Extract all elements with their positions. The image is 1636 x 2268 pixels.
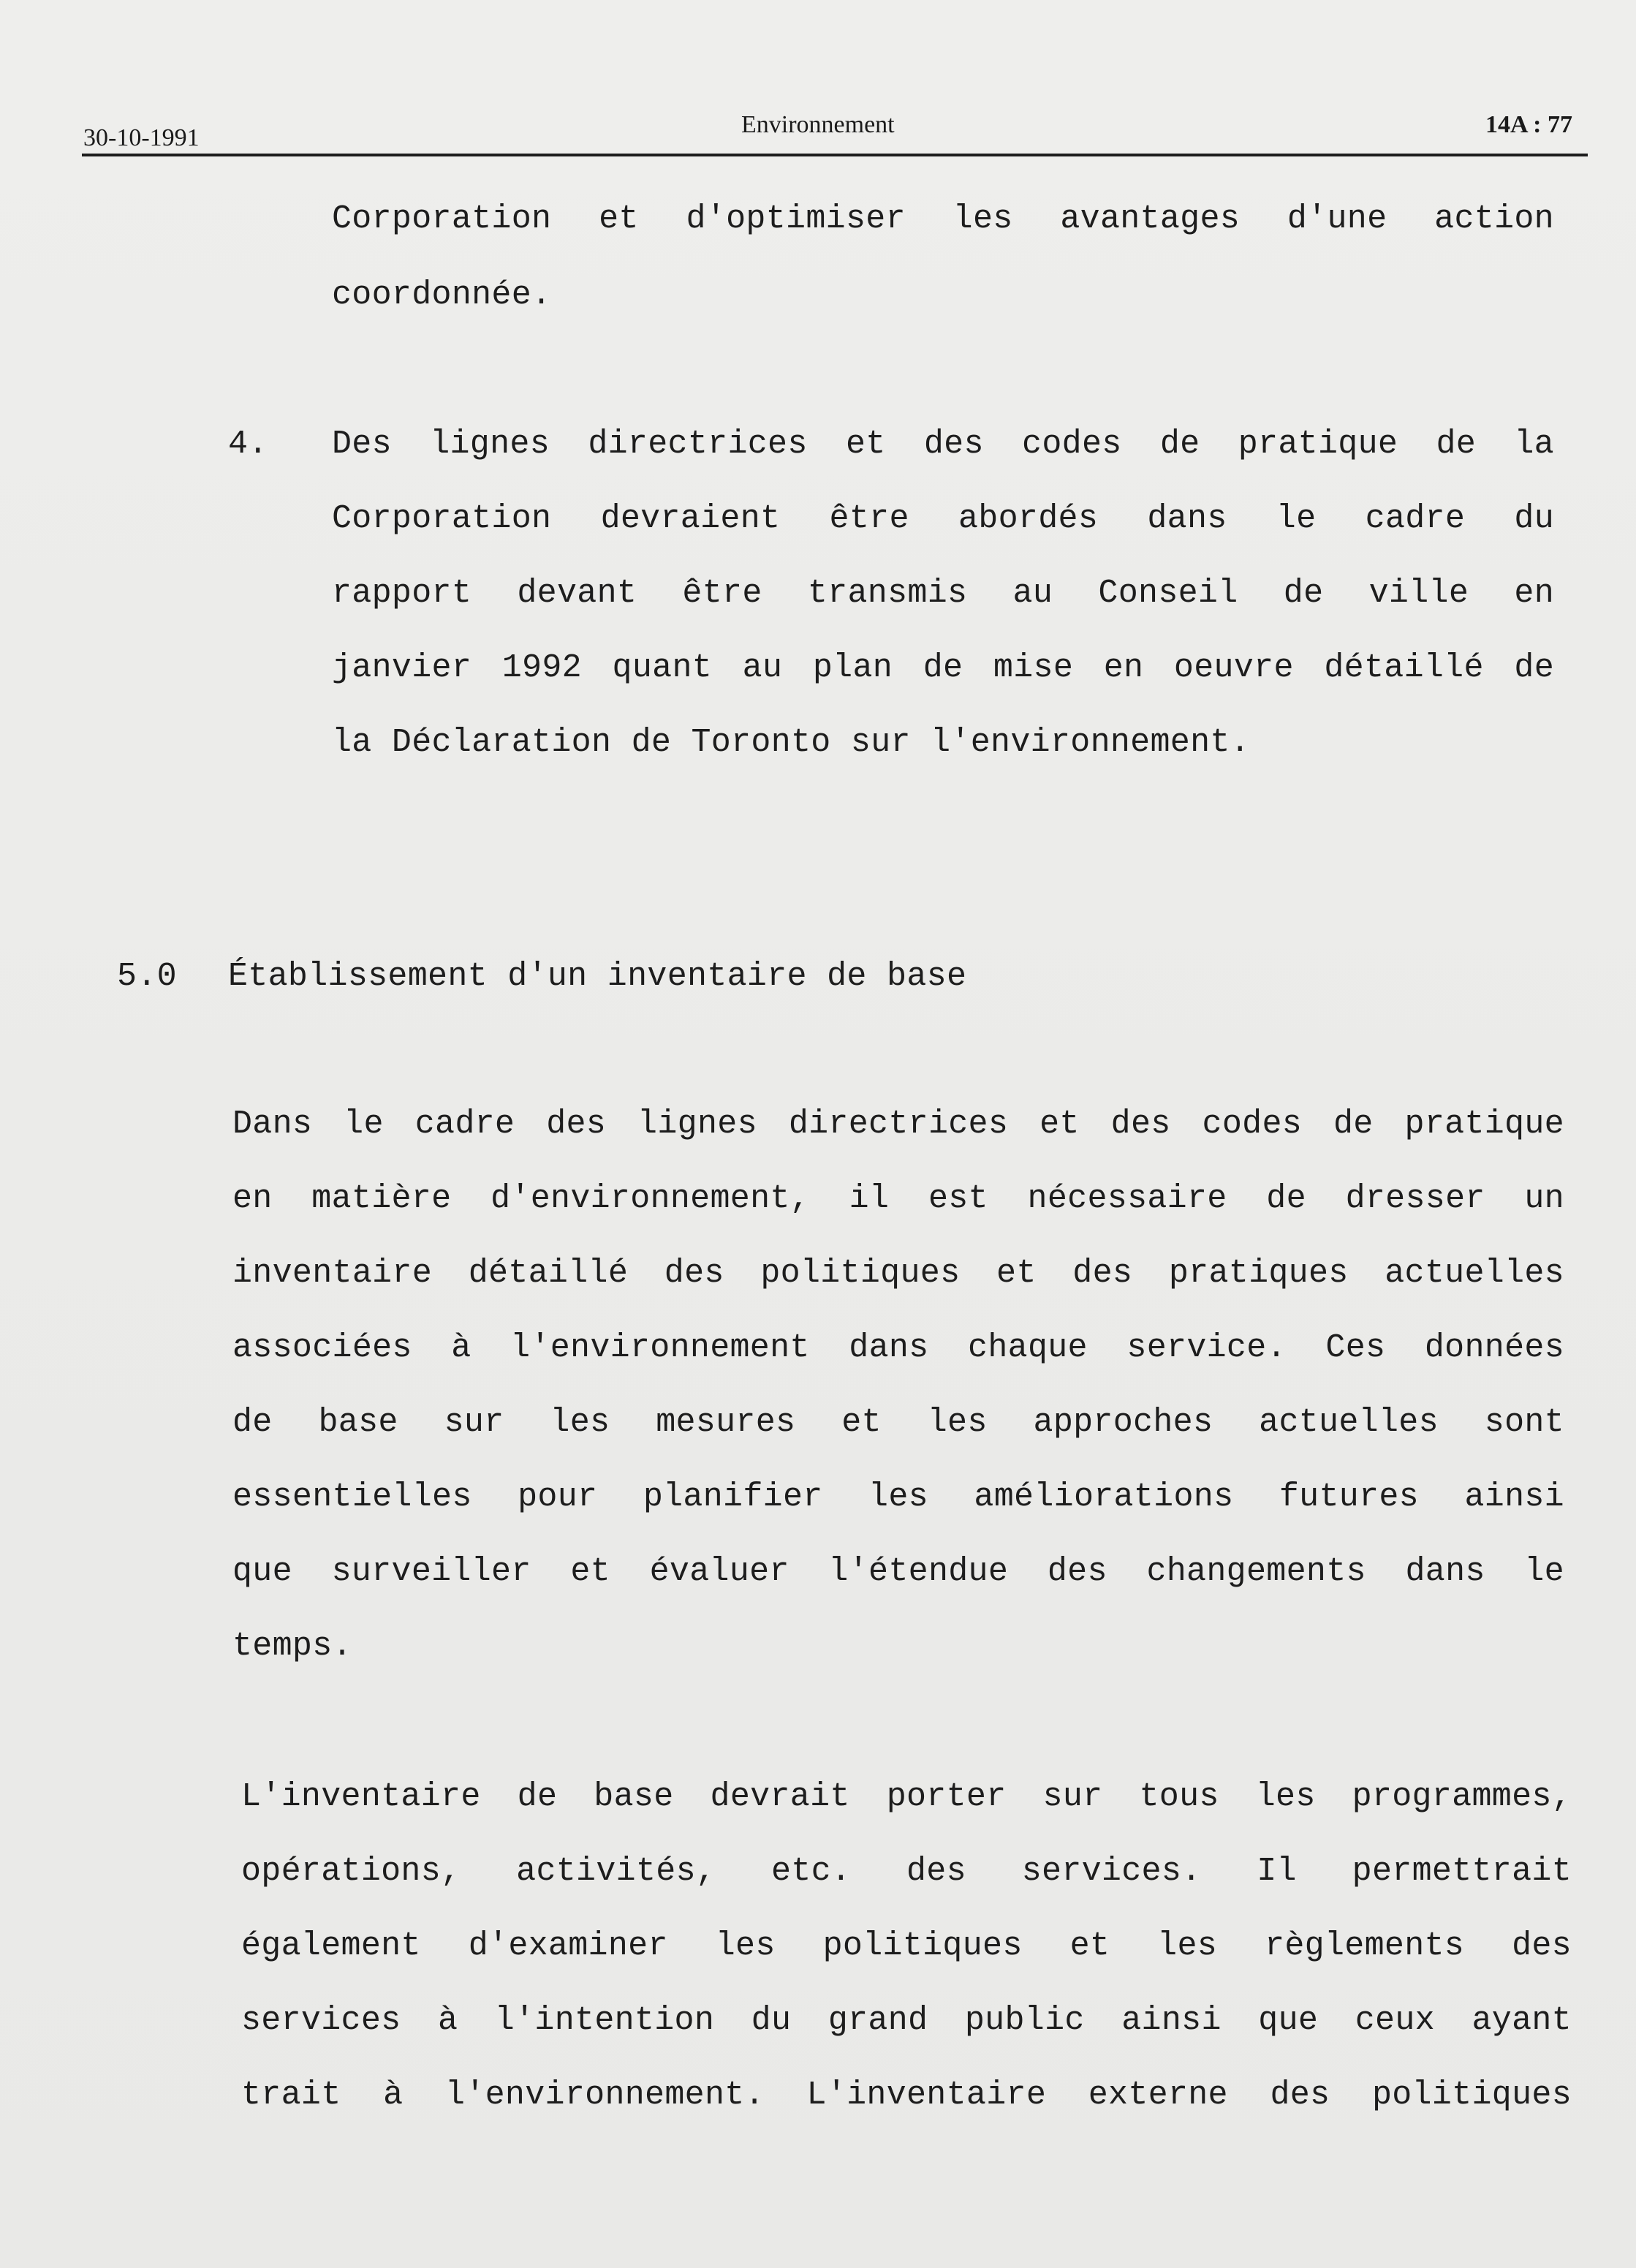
header-title: Environnement (741, 111, 895, 138)
section-number: 5.0 (117, 958, 177, 995)
text-line: coordonnée. (332, 276, 552, 314)
text-line: inventaire détaillé des politiques et des pratiques actuelles (232, 1255, 1564, 1292)
text-line: L'inventaire de base devrait porter sur tous les programmes, (241, 1778, 1572, 1815)
header-date: 30-10-1991 (83, 124, 200, 151)
text-line: que surveiller et évaluer l'étendue des changements dans le (232, 1553, 1564, 1590)
text-line: essentielles pour planifier les améliorations futures ainsi (232, 1478, 1564, 1516)
text-line: de base sur les mesures et les approches actuelles sont (232, 1404, 1564, 1441)
text-line: temps. (232, 1628, 352, 1665)
text-line: trait à l'environnement. L'inventaire externe des politiques (241, 2076, 1572, 2114)
item-number: 4. (228, 426, 268, 463)
text-line: également d'examiner les politiques et les règlements des (241, 1927, 1572, 1965)
text-line: Dans le cadre des lignes directrices et des codes de pratique (232, 1105, 1564, 1143)
text-line: janvier 1992 quant au plan de mise en oeuvre détaillé de (332, 649, 1554, 687)
text-line: opérations, activités, etc. des services. Il permettrait (241, 1853, 1572, 1890)
text-line: Des lignes directrices et des codes de pratique de la (332, 426, 1554, 463)
text-line: associées à l'environnement dans chaque service. Ces données (232, 1329, 1564, 1367)
text-line: rapport devant être transmis au Conseil de ville en (332, 575, 1554, 612)
text-line: services à l'intention du grand public ainsi que ceux ayant (241, 2002, 1572, 2039)
section-title: Établissement d'un inventaire de base (228, 958, 967, 995)
text-line: Corporation et d'optimiser les avantages d'une action (332, 200, 1554, 238)
header-page-number: 14A : 77 (1485, 111, 1572, 138)
header-rule (82, 154, 1588, 156)
text-line: Corporation devraient être abordés dans le cadre du (332, 500, 1554, 537)
text-line: en matière d'environnement, il est nécessaire de dresser un (232, 1180, 1564, 1217)
text-line: la Déclaration de Toronto sur l'environnement. (332, 724, 1251, 761)
